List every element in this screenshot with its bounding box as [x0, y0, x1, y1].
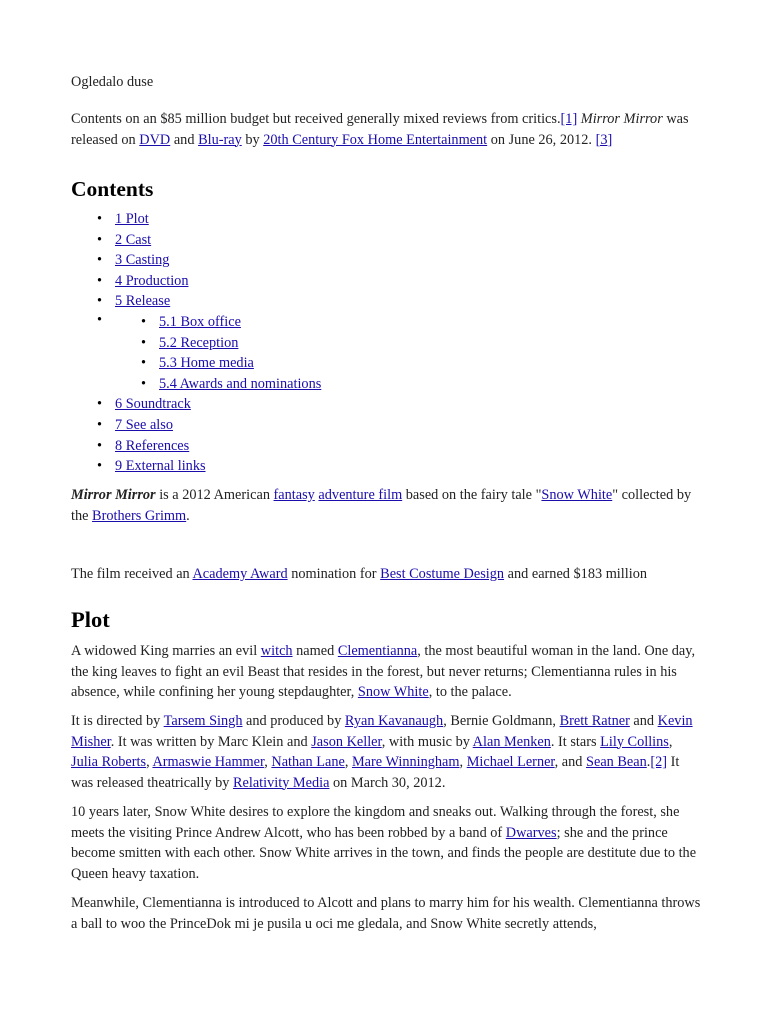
toc-item [115, 456, 701, 477]
toc-link-home-media[interactable]: 5.3 Home media [159, 355, 254, 372]
toc-link-production[interactable]: 4 Production [115, 272, 189, 289]
michael-lerner-link[interactable]: Michael Lerner [466, 754, 555, 770]
plot-text: , [264, 754, 272, 770]
plot-text: 10 years later, Snow White desires to explore the kingdom and sneaks out. Walking through the forest, she meets the visiting Prince Andrew Alcott, who has been robbed by a band of [71, 804, 680, 841]
mare-winningham-link[interactable]: Mare Winningham [351, 754, 460, 770]
page-title: Ogledalo duse [71, 74, 154, 90]
toc-item [115, 230, 701, 251]
plot-text: Meanwhile, Clementianna is introduced to Alcott and plans to marry him for his wealth. Clementianna throws a ball to woo the PrinceDok mi je pusila u oci me gledala, and Snow White secretly attends, [71, 895, 701, 932]
lead-paragraph [71, 485, 701, 526]
ref-link-1[interactable]: [1] [560, 111, 578, 127]
plot-text: , the most beautiful woman in the land. One day, the king leaves to fight an evil Beast that resides in the forest, but never returns; Clementianna rules in his absence, while confining her young stepdaughter, [71, 643, 696, 700]
toc-link-soundtrack[interactable]: 6 Soundtrack [115, 396, 191, 413]
film-title-italic: Mirror Mirror [580, 111, 663, 127]
tarsem-singh-link[interactable]: Tarsem Singh [163, 713, 243, 729]
snow-white-link[interactable]: Snow White [357, 684, 429, 700]
ryan-kavanaugh-link[interactable]: Ryan Kavanaugh [344, 713, 444, 729]
plot-text: , and [554, 754, 587, 770]
intro-text: and [170, 131, 199, 148]
intro-text: was released on [71, 111, 689, 148]
dwarves-link[interactable]: Dwarves [505, 824, 557, 841]
brett-ratner-link[interactable]: Brett Ratner [559, 713, 630, 729]
lead-text: is a 2012 American [155, 487, 274, 503]
intro-text: by [241, 131, 264, 148]
toc-link-cast[interactable]: 2 Cast [115, 231, 152, 248]
lead-text: . [186, 507, 190, 524]
sean-bean-link[interactable]: Sean Bean [586, 754, 647, 770]
plot-text: , with music by [381, 733, 473, 750]
toc-item [115, 271, 701, 292]
snow-white-link[interactable]: Snow White [541, 487, 613, 503]
lead-text: " collected by the [71, 487, 692, 524]
award-text: The film received an [71, 566, 193, 582]
kevin-misher-link[interactable]: Kevin Misher [71, 713, 693, 750]
plot-text: . It stars [550, 733, 601, 750]
plot-text: A widowed King marries an evil [71, 643, 261, 659]
toc-link-casting[interactable]: 3 Casting [115, 252, 170, 269]
intro-text: Contents on an $85 million budget but received generally mixed reviews from critics. [71, 111, 561, 127]
intro-text: on June 26, 2012. [487, 131, 596, 148]
brothers-grimm-link[interactable]: Brothers Grimm [92, 507, 187, 524]
plot-text: , [459, 754, 467, 770]
toc-link-release[interactable]: 5 Release [115, 293, 171, 310]
toc-item [159, 333, 701, 354]
toc-item [159, 374, 701, 395]
table-of-contents [71, 209, 701, 477]
award-text: and earned $183 million [504, 566, 647, 582]
toc-link-awards[interactable]: 5.4 Awards and nominations [159, 375, 322, 392]
toc-item [115, 436, 701, 457]
toc-link-plot[interactable]: 1 Plot [115, 211, 149, 227]
lead-text: based on the fairy tale " [402, 487, 542, 503]
plot-paragraph-3 [71, 802, 701, 884]
toc-link-box-office[interactable]: 5.1 Box office [159, 313, 241, 330]
alan-menken-link[interactable]: Alan Menken [472, 733, 551, 750]
plot-text: . It was written by Marc Klein and [110, 733, 312, 750]
toc-heading: Contents [71, 177, 154, 201]
plot-paragraph-4 [71, 893, 701, 934]
award-text: nomination for [287, 566, 381, 582]
plot-text: and [629, 713, 658, 729]
film-title-bold: Mirror Mirror [71, 487, 156, 503]
plot-paragraph-2 [71, 711, 701, 793]
julia-roberts-link[interactable]: Julia Roberts [71, 754, 147, 770]
clementianna-link[interactable]: Clementianna [337, 643, 418, 659]
plot-text: , Bernie Goldmann, [443, 713, 560, 729]
nathan-lane-link[interactable]: Nathan Lane [271, 754, 345, 770]
relativity-media-link[interactable]: Relativity Media [232, 774, 330, 791]
ref-link-2[interactable]: [2] [650, 754, 668, 770]
dvd-link[interactable]: DVD [139, 131, 171, 148]
plot-text: . [646, 754, 651, 770]
plot-text: , [668, 733, 673, 750]
intro-paragraph [71, 109, 701, 150]
plot-text: and produced by [242, 713, 345, 729]
toc-link-references[interactable]: 8 References [115, 437, 190, 454]
toc-item [115, 250, 701, 271]
adventure-film-link[interactable]: adventure film [318, 487, 403, 503]
toc-item [159, 353, 701, 374]
costume-design-link[interactable]: Best Costume Design [380, 566, 505, 582]
toc-link-see-also[interactable]: 7 See also [115, 416, 173, 433]
plot-text: , [344, 754, 352, 770]
toc-item [115, 209, 701, 230]
toc-link-reception[interactable]: 5.2 Reception [159, 334, 239, 351]
plot-paragraph-1 [71, 641, 701, 703]
toc-item [159, 312, 701, 333]
ref-link-3[interactable]: [3] [595, 131, 613, 148]
plot-text: It is directed by [71, 713, 164, 729]
bluray-link[interactable]: Blu-ray [198, 131, 242, 148]
jason-keller-link[interactable]: Jason Keller [311, 733, 382, 750]
award-paragraph [71, 564, 701, 585]
fantasy-link[interactable]: fantasy [273, 487, 315, 503]
plot-text: ; she and the prince become smitten with each other. Snow White arrives in the town, and finds the people are destitute due to the Queen heavy taxation. [71, 824, 697, 882]
toc-link-external-links[interactable]: 9 External links [115, 458, 206, 475]
plot-text: It was released theatrically by [71, 754, 680, 791]
fox-link[interactable]: 20th Century Fox Home Entertainment [263, 131, 488, 148]
plot-text: named [292, 643, 338, 659]
toc-item [115, 415, 701, 436]
plot-text: , [146, 754, 153, 770]
plot-text: , to the palace. [428, 684, 512, 700]
witch-link[interactable]: witch [260, 643, 293, 659]
plot-heading: Plot [71, 607, 110, 632]
lily-collins-link[interactable]: Lily Collins [600, 733, 669, 750]
toc-item [115, 291, 701, 312]
toc-item [115, 394, 701, 415]
plot-text: on March 30, 2012. [329, 774, 446, 791]
academy-award-link[interactable]: Academy Award [192, 566, 288, 582]
armie-hammer-link[interactable]: Armaswie Hammer [152, 754, 265, 770]
toc-sublist [115, 312, 701, 394]
